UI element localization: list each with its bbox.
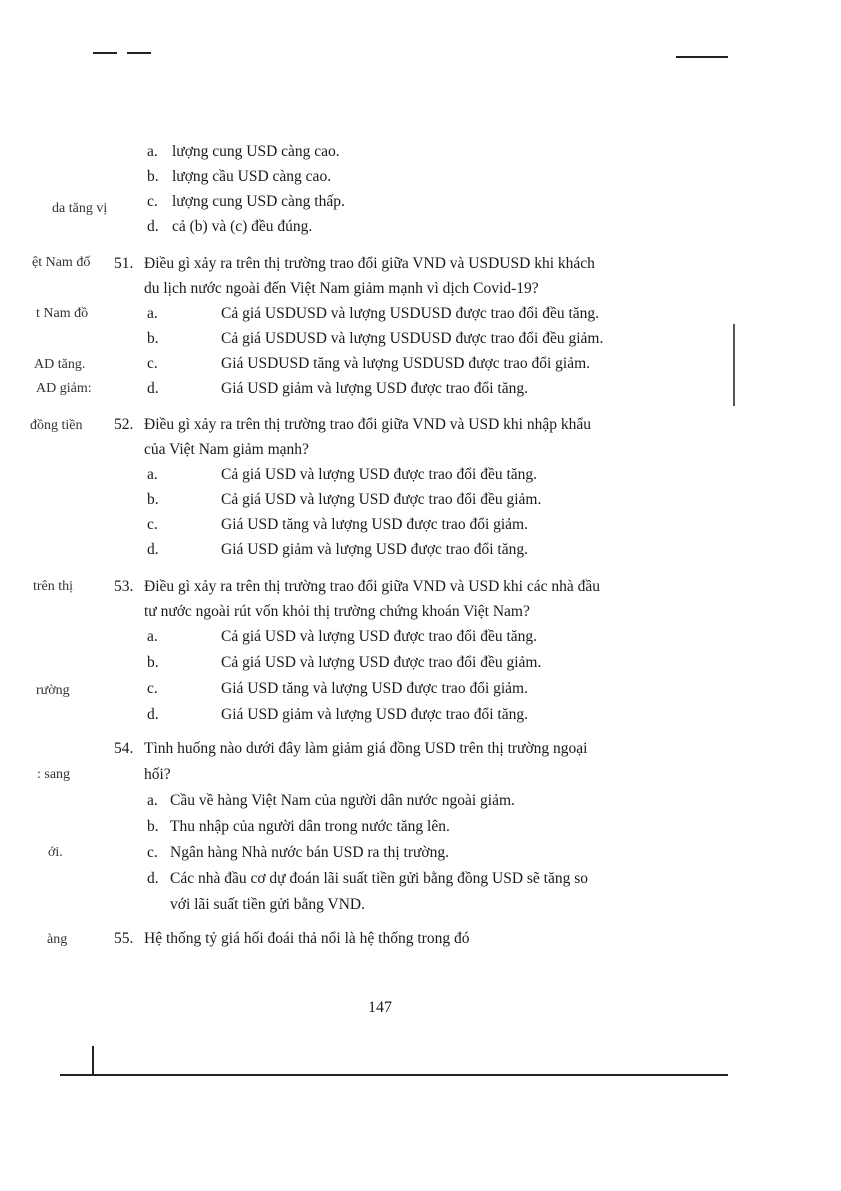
option-label: a. bbox=[147, 628, 158, 645]
option-text: Giá USD tăng và lượng USD được trao đổi giảm. bbox=[221, 680, 528, 697]
option-text: Thu nhập của người dân trong nước tăng lên. bbox=[170, 818, 450, 835]
question-text: Điều gì xảy ra trên thị trường trao đổi giữa VND và USD khi các nhà đầu bbox=[144, 578, 601, 595]
option-text: lượng cung USD càng thấp. bbox=[172, 193, 345, 210]
option-text: cả (b) và (c) đều đúng. bbox=[172, 218, 313, 235]
question-text: du lịch nước ngoài đến Việt Nam giảm mạnh vì dịch Covid-19? bbox=[144, 280, 539, 297]
option-label: d. bbox=[147, 706, 159, 723]
option-label: c. bbox=[147, 193, 158, 210]
option-text: Cả giá USD và lượng USD được trao đổi đều giảm. bbox=[221, 654, 542, 671]
option-text: Cả giá USD và lượng USD được trao đổi đều giảm. bbox=[221, 491, 542, 508]
margin-fragment: trên thị bbox=[33, 579, 74, 594]
option-label: c. bbox=[147, 355, 158, 372]
page-number: 147 bbox=[368, 999, 392, 1016]
question-text: Điều gì xảy ra trên thị trường trao đổi giữa VND và USD khi nhập khẩu bbox=[144, 416, 592, 433]
option-label: a. bbox=[147, 792, 158, 809]
option-text: Giá USD giảm và lượng USD được trao đổi tăng. bbox=[221, 541, 528, 558]
option-label: c. bbox=[147, 516, 158, 533]
option-text: Cả giá USDUSD và lượng USDUSD được trao đổi đều tăng. bbox=[221, 305, 600, 322]
question-text: Điều gì xảy ra trên thị trường trao đổi giữa VND và USDUSD khi khách bbox=[144, 255, 595, 272]
bottom-left-tick bbox=[92, 1046, 94, 1074]
option-label: b. bbox=[147, 330, 159, 347]
option-text: lượng cầu USD càng cao. bbox=[172, 168, 332, 185]
question-number: 55. bbox=[114, 930, 134, 947]
question-text: Tình huống nào dưới đây làm giảm giá đồng USD trên thị trường ngoại bbox=[144, 740, 588, 757]
top-left-rule bbox=[93, 52, 117, 54]
option-text: Cả giá USD và lượng USD được trao đổi đều tăng. bbox=[221, 628, 538, 645]
option-text: Cầu về hàng Việt Nam của người dân nước ngoài giảm. bbox=[170, 792, 515, 809]
option-text: Giá USDUSD tăng và lượng USDUSD được trao đổi giảm. bbox=[221, 355, 591, 372]
margin-fragment: da tăng vị bbox=[52, 201, 108, 216]
margin-fragment: rường bbox=[36, 683, 70, 698]
margin-fragment: đồng tiền bbox=[30, 418, 83, 433]
option-text-continuation: với lãi suất tiền gửi bằng VND. bbox=[170, 896, 365, 913]
option-label: d. bbox=[147, 218, 159, 235]
margin-fragment: ới. bbox=[48, 845, 63, 860]
top-right-rule bbox=[676, 56, 728, 58]
option-label: d. bbox=[147, 541, 159, 558]
margin-fragment: AD tăng. bbox=[34, 357, 86, 372]
top-left-rule-2 bbox=[127, 52, 151, 54]
question-number: 53. bbox=[114, 578, 134, 595]
option-text: Ngân hàng Nhà nước bán USD ra thị trường. bbox=[170, 844, 449, 861]
option-label: c. bbox=[147, 680, 158, 697]
option-text: Giá USD giảm và lượng USD được trao đổi tăng. bbox=[221, 706, 528, 723]
right-edge-rule bbox=[733, 324, 735, 406]
option-label: a. bbox=[147, 143, 158, 160]
option-label: b. bbox=[147, 491, 159, 508]
option-text: lượng cung USD càng cao. bbox=[172, 143, 340, 160]
question-number: 52. bbox=[114, 416, 134, 433]
option-label: a. bbox=[147, 466, 158, 483]
question-text: tư nước ngoài rút vốn khỏi thị trường chứng khoán Việt Nam? bbox=[144, 603, 530, 620]
option-label: b. bbox=[147, 654, 159, 671]
option-text: Cả giá USD và lượng USD được trao đổi đều tăng. bbox=[221, 466, 538, 483]
question-text: hối? bbox=[144, 766, 171, 783]
question-text: của Việt Nam giảm mạnh? bbox=[144, 441, 309, 458]
margin-fragment: ệt Nam đố bbox=[32, 255, 91, 270]
option-text: Giá USD tăng và lượng USD được trao đổi giảm. bbox=[221, 516, 528, 533]
option-text: Các nhà đầu cơ dự đoán lãi suất tiền gửi bằng đồng USD sẽ tăng so bbox=[170, 870, 589, 887]
question-text: Hệ thống tỷ giá hối đoái thả nổi là hệ thống trong đó bbox=[144, 930, 470, 947]
option-text: Giá USD giảm và lượng USD được trao đổi tăng. bbox=[221, 380, 528, 397]
option-text: Cả giá USDUSD và lượng USDUSD được trao đổi đều giảm. bbox=[221, 330, 604, 347]
margin-fragment: àng bbox=[47, 932, 68, 947]
option-label: b. bbox=[147, 168, 159, 185]
margin-fragment: : sang bbox=[37, 767, 71, 782]
question-number: 54. bbox=[114, 740, 134, 757]
margin-fragment: t Nam đồ bbox=[36, 306, 89, 321]
margin-fragment: AD giảm: bbox=[36, 381, 92, 396]
option-label: a. bbox=[147, 305, 158, 322]
option-label: d. bbox=[147, 870, 159, 887]
option-label: d. bbox=[147, 380, 159, 397]
option-label: b. bbox=[147, 818, 159, 835]
option-label: c. bbox=[147, 844, 158, 861]
question-number: 51. bbox=[114, 255, 134, 272]
bottom-rule bbox=[60, 1074, 728, 1076]
